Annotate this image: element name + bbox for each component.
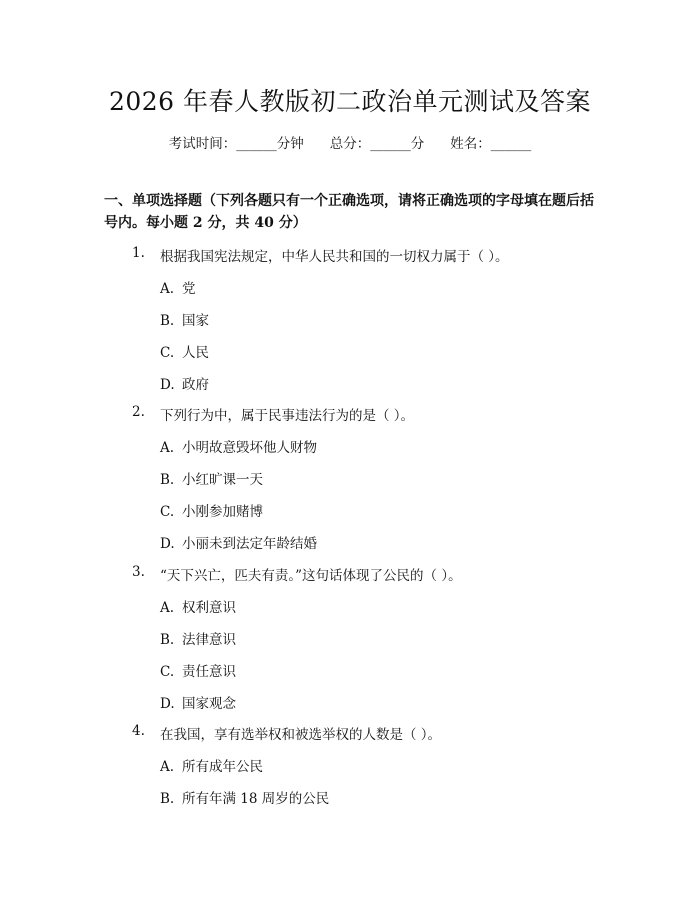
option-item — [160, 436, 317, 456]
option-text: 所有成年公民 — [182, 759, 263, 775]
question-stem: 下列行为中，属于民事违法行为的是（ ）。 — [160, 408, 415, 424]
option-letter: A. — [160, 281, 175, 297]
option-item — [160, 692, 236, 712]
option-text: 小刚参加赌博 — [182, 504, 263, 520]
option-item — [160, 373, 209, 393]
option-letter: A. — [160, 759, 175, 775]
option-letter: B. — [160, 632, 175, 648]
option-text: 政府 — [182, 377, 209, 393]
option-item — [160, 628, 236, 648]
option-letter: C. — [160, 664, 175, 680]
option-text: 小红旷课一天 — [182, 472, 263, 488]
option-item — [160, 341, 209, 361]
exam-time-field: 考试时间：______分钟 — [168, 136, 304, 152]
option-letter: D. — [160, 377, 175, 393]
option-letter: C. — [160, 504, 175, 520]
option-text: 权利意识 — [182, 600, 236, 616]
option-letter: B. — [160, 791, 175, 807]
option-letter: D. — [160, 696, 175, 712]
option-item — [160, 532, 317, 552]
option-text: 责任意识 — [182, 664, 236, 680]
option-item — [160, 277, 196, 297]
option-text: 党 — [182, 281, 196, 297]
option-item — [160, 787, 329, 807]
student-name-field: 姓名：______ — [450, 136, 532, 152]
option-letter: D. — [160, 536, 175, 552]
question-stem: “天下兴亡，匹夫有责。”这句话体现了公民的（ ）。 — [160, 568, 462, 584]
question-number: 3. — [132, 564, 145, 580]
question-number: 2. — [132, 404, 145, 420]
option-letter: C. — [160, 345, 175, 361]
option-text: 小丽未到法定年龄结婚 — [182, 536, 317, 552]
question-stem: 在我国，享有选举权和被选举权的人数是（ ）。 — [160, 727, 442, 743]
question-stem: 根据我国宪法规定，中华人民共和国的一切权力属于（ ）。 — [160, 249, 509, 265]
option-letter: A. — [160, 440, 175, 456]
exam-info-line — [0, 132, 700, 152]
option-text: 法律意识 — [182, 632, 236, 648]
option-item — [160, 755, 263, 775]
option-text: 人民 — [182, 345, 209, 361]
option-text: 国家观念 — [182, 696, 236, 712]
option-letter: A. — [160, 600, 175, 616]
option-item — [160, 660, 236, 680]
option-item — [160, 309, 209, 329]
option-item — [160, 468, 263, 488]
page-title: 2026 年春人教版初二政治单元测试及答案 — [108, 87, 592, 116]
total-score-field: 总分：______分 — [329, 136, 425, 152]
option-text: 小明故意毁坏他人财物 — [182, 440, 317, 456]
option-item — [160, 500, 263, 520]
option-letter: B. — [160, 313, 175, 329]
option-item — [160, 596, 236, 616]
question-number: 4. — [132, 723, 145, 739]
option-letter: B. — [160, 472, 175, 488]
option-text: 国家 — [182, 313, 209, 329]
section-heading: 一、单项选择题（下列各题只有一个正确选项，请将正确选项的字母填在题后括号内。每小题 2 分，共 40 分） — [104, 193, 594, 231]
question-number: 1. — [132, 245, 145, 261]
option-text: 所有年满 18 周岁的公民 — [182, 791, 330, 807]
